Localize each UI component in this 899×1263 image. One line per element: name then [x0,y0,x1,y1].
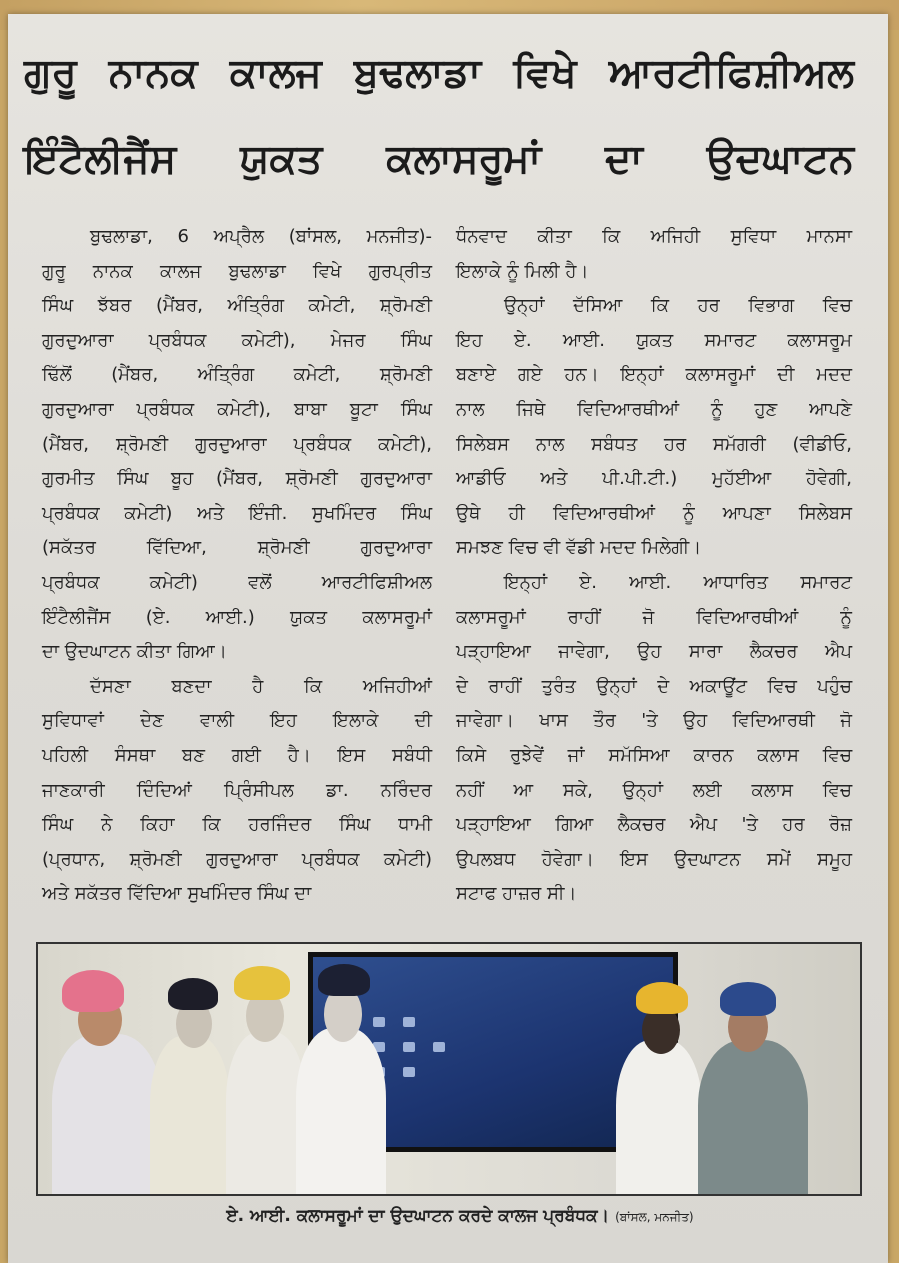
person-2 [150,1036,230,1196]
article-line: ਦੇ ਰਾਹੀਂ ਤੁਰੰਤ ਉਨ੍ਹਾਂ ਦੇ ਅਕਾਊਂਟ ਵਿਚ ਪਹੁੰਚ [456,675,852,697]
article-line: ਗੁਰਦੁਆਰਾ ਪ੍ਰਬੰਧਕ ਕਮੇਟੀ), ਮੇਜਰ ਸਿੰਘ [42,329,432,351]
article-line: ਜਾਣਕਾਰੀ ਦਿੰਦਿਆਂ ਪ੍ਰਿੰਸੀਪਲ ਡਾ. ਨਰਿੰਦਰ [42,779,432,801]
article-line: ਆਡੀਓ ਅਤੇ ਪੀ.ਪੀ.ਟੀ.) ਮੁਹੱਈਆ ਹੋਵੇਗੀ, [456,468,852,490]
article-line: (ਪ੍ਰਧਾਨ, ਸ਼੍ਰੋਮਣੀ ਗੁਰਦੁਆਰਾ ਪ੍ਰਬੰਧਕ ਕਮੇਟੀ) [42,848,432,870]
article-line: ਕਿਸੇ ਰੁਝੇਵੇਂ ਜਾਂ ਸਮੱਸਿਆ ਕਾਰਨ ਕਲਾਸ ਵਿਚ [456,744,852,766]
article-line: ਨਾਲ ਜਿਥੇ ਵਿਦਿਆਰਥੀਆਂ ਨੂੰ ਹੁਣ ਆਪਣੇ [456,398,852,420]
pink-turban [62,970,124,1012]
app-icon [373,1017,385,1027]
yellow-turban [636,982,688,1014]
article-line: ਸਟਾਫ ਹਾਜ਼ਰ ਸੀ। [456,883,577,905]
photo-credit: (ਬਾਂਸਲ, ਮਨਜੀਤ) [615,1210,694,1224]
navy-turban [318,964,370,996]
article-line: ਗੁਰਦੁਆਰਾ ਪ੍ਰਬੰਧਕ ਕਮੇਟੀ), ਬਾਬਾ ਬੂਟਾ ਸਿੰਘ [42,398,432,420]
article-line: ਗੁਰਮੀਤ ਸਿੰਘ ਬੂਹ (ਮੈਂਬਰ, ਸ਼੍ਰੋਮਣੀ ਗੁਰਦੁਆਰਾ [42,468,432,490]
headline-line-2: ਇੰਟੈਲੀਜੈਂਸ ਯੁਕਤ ਕਲਾਸਰੂਮਾਂ ਦਾ ਉਦਘਾਟਨ [24,136,854,182]
article-line: ਬਣਾਏ ਗਏ ਹਨ। ਇਨ੍ਹਾਂ ਕਲਾਸਰੂਮਾਂ ਦੀ ਮਦਦ [456,364,852,386]
news-photo [36,942,862,1196]
app-icon [433,1042,445,1052]
person-6 [698,1040,808,1196]
photo-caption [80,1206,840,1226]
article-line: ਜਾਵੇਗਾ। ਖਾਸ ਤੌਰ 'ਤੇ ਉਹ ਵਿਦਿਆਰਥੀ ਜੋ [456,710,852,732]
article-line: ਪ੍ਰਬੰਧਕ ਕਮੇਟੀ) ਵਲੋਂ ਆਰਟੀਫਿਸ਼ੀਅਲ [42,571,432,593]
article-right-column [456,220,852,912]
article-line: (ਸਕੱਤਰ ਵਿੱਦਿਆ, ਸ਼੍ਰੋਮਣੀ ਗੁਰਦੁਆਰਾ [42,537,432,559]
article-line: ਬੁਢਲਾਡਾ, 6 ਅਪ੍ਰੈਲ (ਬਾਂਸਲ, ਮਨਜੀਤ)- [90,226,432,247]
yellow-turban [234,966,290,1000]
caption-text: ਏ. ਆਈ. ਕਲਾਸਰੂਮਾਂ ਦਾ ਉਦਘਾਟਨ ਕਰਦੇ ਕਾਲਜ ਪ੍ਰਬੰਧਕ। [226,1206,610,1226]
person-3 [226,1032,306,1196]
blue-turban [720,982,776,1016]
article-line: ਉਨ੍ਹਾਂ ਦੱਸਿਆ ਕਿ ਹਰ ਵਿਭਾਗ ਵਿਚ [504,295,852,317]
app-icon [403,1067,415,1077]
article-line: ਸਮਝਣ ਵਿਚ ਵੀ ਵੱਡੀ ਮਦਦ ਮਿਲੇਗੀ। [456,537,702,559]
app-icon [403,1042,415,1052]
article-line: (ਮੈਂਬਰ, ਸ਼੍ਰੋਮਣੀ ਗੁਰਦੁਆਰਾ ਪ੍ਰਬੰਧਕ ਕਮੇਟੀ), [42,433,432,455]
article-line: ਸਿੰਘ ਨੇ ਕਿਹਾ ਕਿ ਹਰਜਿੰਦਰ ਸਿੰਘ ਧਾਮੀ [42,814,432,836]
article-line: ਸੁਵਿਧਾਵਾਂ ਦੇਣ ਵਾਲੀ ਇਹ ਇਲਾਕੇ ਦੀ [42,710,432,732]
article-line: ਪੜ੍ਹਾਇਆ ਗਿਆ ਲੈਕਚਰ ਐਪ 'ਤੇ ਹਰ ਰੋਜ਼ [456,814,852,836]
article-line: ਪੜ੍ਹਾਇਆ ਜਾਵੇਗਾ, ਉਹ ਸਾਰਾ ਲੈਕਚਰ ਐਪ [456,641,852,663]
article-line: ਪ੍ਰਬੰਧਕ ਕਮੇਟੀ) ਅਤੇ ਇੰਜੀ. ਸੁਖਮਿੰਦਰ ਸਿੰਘ [42,502,432,524]
person-4 [296,1028,386,1196]
article-line: ਕਲਾਸਰੂਮਾਂ ਰਾਹੀਂ ਜੋ ਵਿਦਿਆਰਥੀਆਂ ਨੂੰ [456,606,852,628]
app-icon [403,1017,415,1027]
black-turban [168,978,218,1010]
article-line: ਸਿਲੇਬਸ ਨਾਲ ਸਬੰਧਤ ਹਰ ਸਮੱਗਰੀ (ਵੀਡੀਓ, [456,433,852,455]
article-line: ਉਪਲਬਧ ਹੋਵੇਗਾ। ਇਸ ਉਦਘਾਟਨ ਸਮੇਂ ਸਮੂਹ [456,848,852,870]
article-line: ਪਹਿਲੀ ਸੰਸਥਾ ਬਣ ਗਈ ਹੈ। ਇਸ ਸਬੰਧੀ [42,744,432,766]
article-line: ਇੰਟੈਲੀਜੈਂਸ (ਏ. ਆਈ.) ਯੁਕਤ ਕਲਾਸਰੂਮਾਂ [42,606,432,628]
article-line: ਇਹ ਏ. ਆਈ. ਯੁਕਤ ਸਮਾਰਟ ਕਲਾਸਰੂਮ [456,329,852,351]
article-line: ਇਨ੍ਹਾਂ ਏ. ਆਈ. ਆਧਾਰਿਤ ਸਮਾਰਟ [504,571,852,593]
article-line: ਦਾ ਉਦਘਾਟਨ ਕੀਤਾ ਗਿਆ। [42,641,227,663]
article-line: ਸਿੰਘ ਝੱਬਰ (ਮੈਂਬਰ, ਅੰਤ੍ਰਿੰਗ ਕਮੇਟੀ, ਸ਼੍ਰੋਮਣੀ [42,295,432,317]
headline-line-1: ਗੁਰੂ ਨਾਨਕ ਕਾਲਜ ਬੁਢਲਾਡਾ ਵਿਖੇ ਆਰਟੀਫਿਸ਼ੀਅਲ [24,50,854,96]
article-left-column [42,220,432,912]
article-line: ਗੁਰੂ ਨਾਨਕ ਕਾਲਜ ਬੁਢਲਾਡਾ ਵਿਖੇ ਗੁਰਪ੍ਰੀਤ [42,260,432,282]
article-line: ਧੰਨਵਾਦ ਕੀਤਾ ਕਿ ਅਜਿਹੀ ਸੁਵਿਧਾ ਮਾਨਸਾ [456,226,852,247]
article-line: ਦੱਸਣਾ ਬਣਦਾ ਹੈ ਕਿ ਅਜਿਹੀਆਂ [90,675,432,697]
article-line: ਨਹੀਂ ਆ ਸਕੇ, ਉਨ੍ਹਾਂ ਲਈ ਕਲਾਸ ਵਿਚ [456,779,852,801]
article-line: ਇਲਾਕੇ ਨੂੰ ਮਿਲੀ ਹੈ। [456,260,589,282]
article-line: ਉਥੇ ਹੀ ਵਿਦਿਆਰਥੀਆਂ ਨੂੰ ਆਪਣਾ ਸਿਲੇਬਸ [456,502,852,524]
person-5 [616,1040,702,1196]
article-line: ਅਤੇ ਸਕੱਤਰ ਵਿੱਦਿਆ ਸੁਖਮਿੰਦਰ ਸਿੰਘ ਦਾ [42,883,312,905]
article-line: ਢਿੱਲੋਂ (ਮੈਂਬਰ, ਅੰਤ੍ਰਿੰਗ ਕਮੇਟੀ, ਸ਼੍ਰੋਮਣੀ [42,364,432,386]
person-1 [52,1034,162,1196]
